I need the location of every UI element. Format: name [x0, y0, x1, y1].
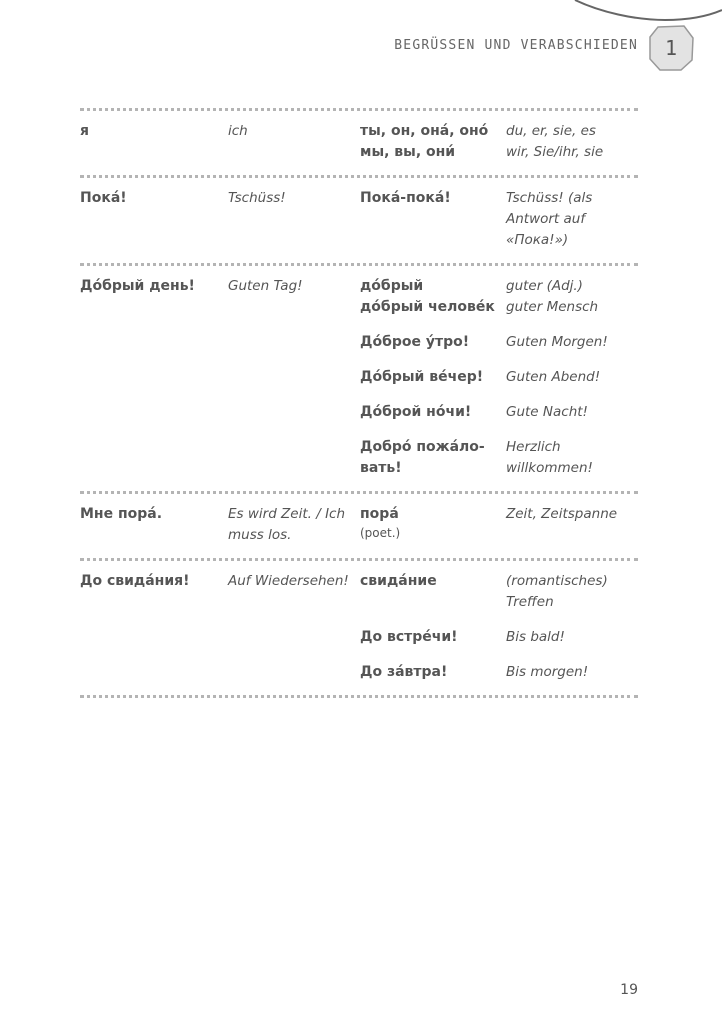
related-german-line: Guten Morgen!: [506, 334, 608, 350]
related-russian: [360, 504, 506, 541]
related-russian: [360, 402, 506, 423]
dotted-divider: [80, 695, 638, 698]
related-german-line: (romantisches): [506, 573, 608, 589]
related-russian: [360, 571, 506, 592]
related-german-line: Bis morgen!: [506, 664, 589, 680]
related-german-line: Guten Abend!: [506, 369, 601, 385]
related-russian-line: До́брой но́чи!: [360, 404, 472, 420]
vocabulary-table: [80, 108, 638, 698]
russian-phrase-line: я: [80, 123, 89, 139]
related-german-line: Treffen: [506, 594, 554, 610]
related-russian: [360, 367, 506, 388]
related-german: [506, 367, 638, 388]
german-translation: [228, 571, 360, 592]
related-german-line: Gute Nacht!: [506, 404, 588, 420]
vocab-row: [80, 662, 638, 683]
related-german-line: Zeit, Zeitspanne: [506, 506, 618, 522]
related-russian: [360, 332, 506, 353]
related-german: [506, 188, 638, 251]
page-number: 19: [620, 982, 638, 998]
related-russian-line: До́брый ве́чер!: [360, 369, 484, 385]
vocab-group: [80, 266, 638, 491]
related-russian-line: до́брый: [360, 278, 424, 294]
vocab-row: [80, 437, 638, 479]
german-translation-line: Es wird Zeit. / Ich: [228, 506, 346, 522]
related-russian-line: до́брый челове́к: [360, 299, 495, 315]
vocab-row: [80, 627, 638, 648]
related-russian-line: свида́ние: [360, 573, 437, 589]
related-german: [506, 437, 638, 479]
related-german-line: «Пока!»): [506, 232, 569, 248]
vocab-group: [80, 178, 638, 263]
related-german-line: Bis bald!: [506, 629, 565, 645]
russian-phrase-line: До́брый день!: [80, 278, 195, 294]
german-translation-line: Guten Tag!: [228, 278, 303, 294]
related-russian: [360, 437, 506, 479]
related-german-line: Herzlich: [506, 439, 561, 455]
vocab-group: [80, 494, 638, 558]
related-german-line: Tschüss! (als: [506, 190, 593, 206]
vocab-row: [80, 571, 638, 613]
vocab-row: [80, 276, 638, 318]
german-translation-line: muss los.: [228, 527, 292, 543]
related-russian-line: Добро́ пожа́ло-: [360, 439, 485, 455]
russian-phrase-line: До свида́ния!: [80, 573, 190, 589]
vocab-row: [80, 188, 638, 251]
related-german-line: guter (Adj.): [506, 278, 583, 294]
related-russian-line: ты, он, она́, оно́: [360, 123, 489, 139]
chapter-number: 1: [664, 36, 678, 60]
german-translation: [228, 504, 360, 546]
german-translation-line: Auf Wiedersehen!: [228, 573, 349, 589]
related-russian-line: До встре́чи!: [360, 629, 458, 645]
related-german-line: du, er, sie, es: [506, 123, 596, 139]
vocab-row: [80, 402, 638, 423]
related-german: [506, 332, 638, 353]
russian-phrase-line: Мне пора́.: [80, 506, 163, 522]
related-german: [506, 402, 638, 423]
related-russian: [360, 188, 506, 209]
related-german-line: willkommen!: [506, 460, 593, 476]
vocab-row: [80, 121, 638, 163]
related-german: [506, 504, 638, 525]
related-russian: [360, 121, 506, 163]
german-translation: [228, 121, 360, 142]
chapter-title: BEGRÜSSEN UND VERABSCHIEDEN: [394, 38, 638, 53]
german-translation: [228, 276, 360, 297]
related-german: [506, 571, 638, 613]
russian-phrase: [80, 188, 228, 209]
russian-phrase: [80, 121, 228, 142]
related-russian: [360, 276, 506, 318]
related-russian: [360, 627, 506, 648]
related-german: [506, 662, 638, 683]
related-russian-line: пора́: [360, 506, 399, 522]
german-translation-line: Tschüss!: [228, 190, 286, 206]
related-german: [506, 276, 638, 318]
russian-phrase: [80, 504, 228, 525]
vocab-row: [80, 367, 638, 388]
related-russian-line: Пока́-пока́!: [360, 190, 451, 206]
german-translation: [228, 188, 360, 209]
german-translation-line: ich: [228, 123, 248, 139]
vocab-row: [80, 332, 638, 353]
related-russian-line: мы, вы, они́: [360, 144, 456, 160]
related-german-line: wir, Sie/ihr, sie: [506, 144, 604, 160]
vocab-group: [80, 561, 638, 695]
related-russian-line: До за́втра!: [360, 664, 448, 680]
related-german: [506, 627, 638, 648]
related-german-line: guter Mensch: [506, 299, 599, 315]
russian-phrase: [80, 276, 228, 297]
related-russian-line: До́брое у́тро!: [360, 334, 470, 350]
vocab-group: [80, 111, 638, 175]
related-german: [506, 121, 638, 163]
russian-phrase: [80, 571, 228, 592]
related-russian: [360, 662, 506, 683]
related-german-line: Antwort auf: [506, 211, 586, 227]
related-russian-line: вать!: [360, 460, 402, 476]
russian-phrase-line: Пока́!: [80, 190, 127, 206]
vocab-row: [80, 504, 638, 546]
usage-note: (poet.): [360, 526, 401, 540]
